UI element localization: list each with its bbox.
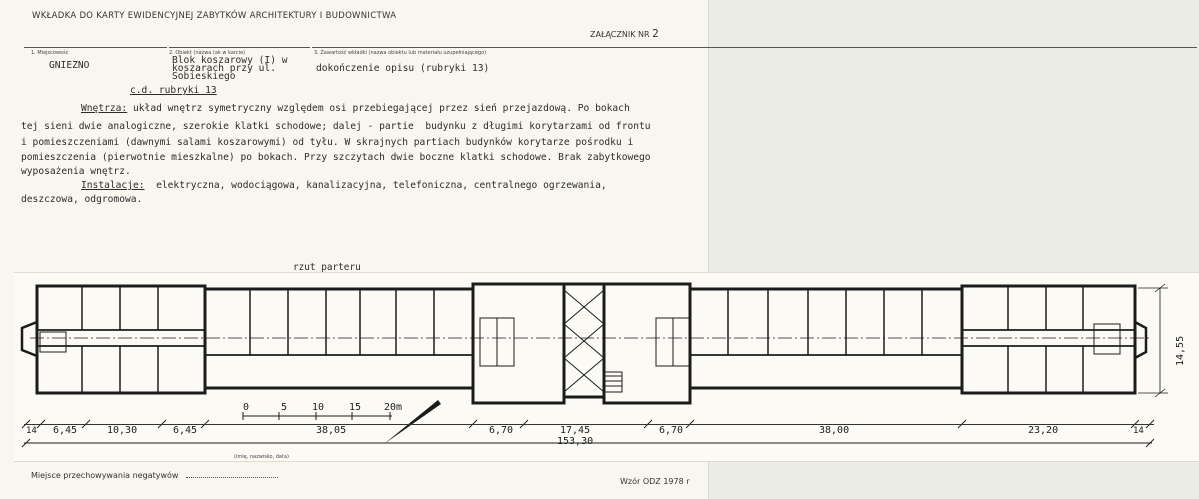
- negatives-dotted-line: [186, 477, 278, 478]
- install-line-2: deszczowa, odgromowa.: [21, 194, 143, 205]
- dim-label: 14: [1133, 426, 1144, 436]
- separator-line: [24, 424, 1154, 425]
- interior-label: Wnętrza:: [81, 103, 128, 114]
- interior-line-1: Wnętrza: układ wnętrz symetryczny względem osi przebiegającej przez sień przejazdową. Po bokach: [81, 103, 630, 114]
- annex-label: ZAŁĄCZNIK NR 2: [590, 27, 659, 40]
- install-label: Instalacje:: [81, 180, 145, 191]
- form-title: WKŁADKA DO KARTY EWIDENCYJNEJ ZABYTKÓW ARCHITEKTURY I BUDOWNICTWA: [32, 11, 397, 21]
- height-dimension: [1138, 284, 1168, 397]
- height-dimension-label: 14,55: [1175, 335, 1186, 366]
- dim-label: 6,45: [53, 425, 78, 436]
- interior-line-5: wyposażenia wnętrz.: [21, 166, 131, 177]
- scale-tick-label: 20m: [384, 402, 403, 413]
- scale-tick-label: 0: [243, 402, 250, 413]
- end-wings: [22, 322, 1146, 358]
- install-line-1: Instalacje: elektryczna, wodociągowa, kanalizacyjna, telefoniczna, centralnego ogrzewania,: [81, 180, 607, 191]
- content-label: 3. Zawartość wkładki (nazwa obiektu lub materiału uzupełniającego): [314, 50, 487, 56]
- interior-line-4: pomieszczenia (pierwotnie mieszkalne) po bokach. Przy szczytach dwie boczne klatki schodowe. Brak zabytkowego: [21, 152, 651, 163]
- dim-label: 23,20: [1028, 425, 1059, 436]
- continuation-heading: c.d. rubryki 13: [130, 85, 217, 96]
- dim-label: 14: [26, 426, 37, 436]
- form-version: Wzór ODZ 1978 r: [620, 477, 690, 486]
- scale-tick-label: 15: [349, 402, 362, 413]
- location-value: GNIEZNO: [49, 60, 90, 71]
- scale-tick-label: 10: [312, 402, 325, 413]
- plan-title: rzut parteru: [293, 262, 361, 273]
- scale-tick-label: 5: [281, 402, 288, 413]
- object-value-2: koszarach przy ul.: [172, 63, 276, 74]
- negatives-label: Miejsce przechowywania negatywów: [31, 471, 179, 480]
- location-label: 1. Miejscowość: [31, 50, 69, 56]
- object-label: 2. Obiekt (nazwa (ak w karcie): [169, 50, 246, 56]
- dim-label: 17,45: [560, 425, 591, 436]
- passage-hall: [564, 290, 604, 392]
- object-value-1: Blok koszarowy (I) w: [172, 55, 288, 66]
- signature-note: (imię, nazwisko, data): [234, 454, 289, 460]
- total-dimension: 153,30: [557, 436, 594, 447]
- dim-label: 38,00: [819, 425, 850, 436]
- dim-label: 10,30: [107, 425, 138, 436]
- dim-label: 6,70: [489, 425, 514, 436]
- annex-number: 2: [652, 27, 659, 40]
- object-value-3: Sobieskiego: [172, 71, 236, 82]
- interior-line-3: i pomieszczeniami (dawnymi salami koszarowymi) od tyłu. W skrajnych partiach budynków korytarze pośrodku i: [21, 137, 634, 148]
- scale-bar: [243, 412, 392, 420]
- dim-label: 6,70: [659, 425, 684, 436]
- outer-walls: [37, 284, 1135, 403]
- dim-label: 38,05: [316, 425, 347, 436]
- interior-line-2: tej sieni dwie analogiczne, szerokie klatki schodowe; dalej - partie budynku z długimi korytarzami od frontu: [21, 121, 651, 132]
- dim-label: 6,45: [173, 425, 198, 436]
- content-value: dokończenie opisu (rubryki 13): [316, 63, 490, 74]
